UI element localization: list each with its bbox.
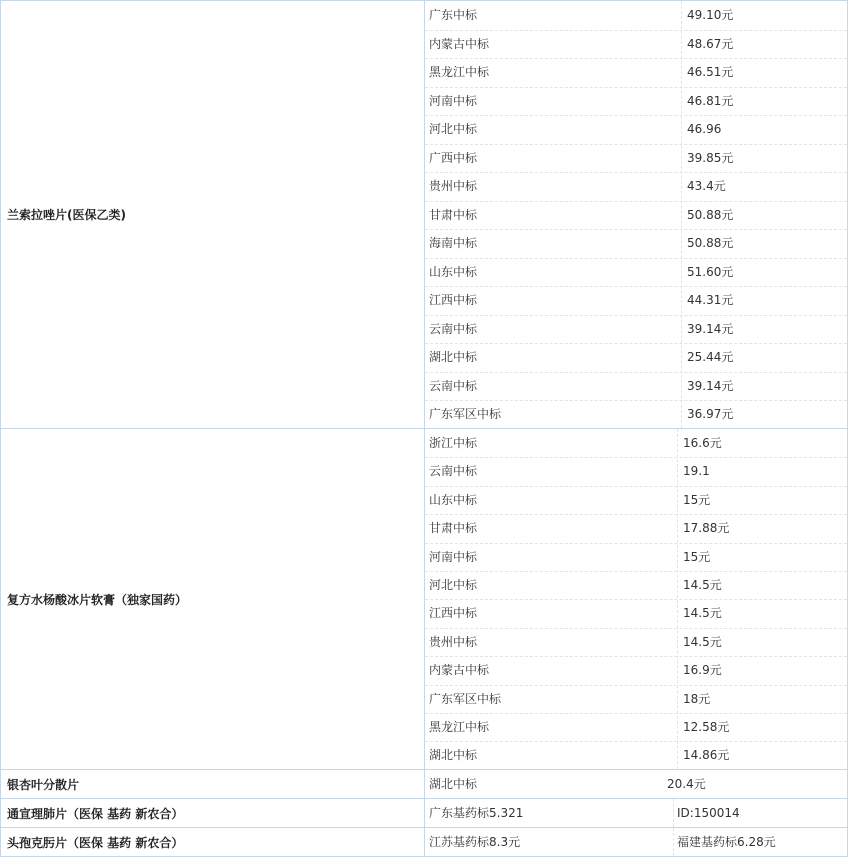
price-value: 16.6元 <box>683 436 722 450</box>
table-row <box>425 229 847 259</box>
drug-name: 复方水杨酸冰片软膏（独家国药） <box>1 429 425 769</box>
drug-block <box>0 0 848 429</box>
price-value: 16.9元 <box>683 663 722 678</box>
price-value: 44.31元 <box>687 293 734 307</box>
price-value: 12.58元 <box>683 720 730 734</box>
price-value: 14.5元 <box>683 634 722 649</box>
price-list <box>425 799 847 827</box>
table-row <box>425 799 847 827</box>
table-row <box>425 571 847 600</box>
region-label: 广西中标 <box>429 150 478 165</box>
region-label: 山东中标 <box>429 264 478 279</box>
price-value: 19.1 <box>683 464 710 479</box>
cell-divider <box>673 828 674 856</box>
drug-block <box>0 769 848 799</box>
drug-name: 银杏叶分散片 <box>1 770 425 798</box>
table-row <box>425 58 847 88</box>
table-row <box>425 30 847 60</box>
region-label: 河南中标 <box>429 549 478 564</box>
price-value: 14.5元 <box>683 606 722 621</box>
price-value: 36.97元 <box>687 407 734 421</box>
region-label: 湖北中标 <box>429 777 478 791</box>
price-value: ID:150014 <box>677 806 740 820</box>
table-row <box>425 372 847 402</box>
table-row <box>425 201 847 231</box>
price-value: 18元 <box>683 691 711 706</box>
table-row <box>425 486 847 515</box>
region-label: 河南中标 <box>429 93 478 108</box>
table-row <box>425 144 847 174</box>
table-row <box>425 172 847 202</box>
table-row <box>425 713 847 742</box>
table-row <box>425 628 847 657</box>
region-label: 云南中标 <box>429 321 478 336</box>
price-value: 39.14元 <box>687 321 734 336</box>
region-label: 浙江中标 <box>429 436 478 450</box>
price-value: 48.67元 <box>687 36 734 51</box>
region-label: 贵州中标 <box>429 634 478 649</box>
table-row <box>425 315 847 345</box>
region-label: 湖北中标 <box>429 748 478 763</box>
region-label: 甘肃中标 <box>429 521 478 536</box>
region-label: 黑龙江中标 <box>429 720 490 734</box>
table-row <box>425 400 847 429</box>
region-label: 甘肃中标 <box>429 207 478 222</box>
price-value: 39.85元 <box>687 150 734 165</box>
region-label: 河北中标 <box>429 578 478 592</box>
table-row <box>425 343 847 373</box>
drug-block <box>0 428 848 770</box>
price-value: 50.88元 <box>687 207 734 222</box>
region-label: 贵州中标 <box>429 179 478 193</box>
price-value: 39.14元 <box>687 378 734 393</box>
price-value: 43.4元 <box>687 179 726 193</box>
price-value: 51.60元 <box>687 264 734 279</box>
price-value: 福建基药标6.28元 <box>677 835 776 849</box>
table-row <box>425 115 847 145</box>
region-label: 河北中标 <box>429 122 478 136</box>
cell-divider <box>673 799 674 827</box>
region-label: 广东军区中标 <box>429 407 502 421</box>
region-label: 广东基药标5.321 <box>429 806 524 820</box>
price-list <box>425 828 847 856</box>
table-row <box>425 828 847 856</box>
drug-name: 头孢克肟片（医保 基药 新农合） <box>1 828 425 856</box>
table-row <box>425 1 847 31</box>
price-value: 46.81元 <box>687 93 734 108</box>
region-label: 内蒙古中标 <box>429 36 490 51</box>
drug-block <box>0 798 848 828</box>
table-row <box>425 685 847 714</box>
region-label: 云南中标 <box>429 378 478 393</box>
drug-name: 兰索拉唑片(医保乙类) <box>1 1 425 428</box>
drug-block <box>0 827 848 857</box>
table-row <box>425 656 847 685</box>
price-list <box>425 770 847 798</box>
price-value: 49.10元 <box>687 8 734 22</box>
table-row <box>425 286 847 316</box>
table-row <box>425 543 847 572</box>
table-row <box>425 741 847 769</box>
region-label: 内蒙古中标 <box>429 663 490 678</box>
region-label: 江西中标 <box>429 606 478 621</box>
price-value: 14.5元 <box>683 578 722 592</box>
price-value: 17.88元 <box>683 521 730 536</box>
region-label: 江苏基药标8.3元 <box>429 835 521 849</box>
region-label: 江西中标 <box>429 293 478 307</box>
region-label: 山东中标 <box>429 492 478 507</box>
region-label: 黑龙江中标 <box>429 65 490 79</box>
price-value: 14.86元 <box>683 748 730 763</box>
table-row <box>425 429 847 458</box>
price-value: 15元 <box>683 492 711 507</box>
table-row <box>425 514 847 543</box>
price-value: 25.44元 <box>687 350 734 364</box>
table-row <box>425 258 847 288</box>
price-value: 46.96 <box>687 122 722 136</box>
region-label: 湖北中标 <box>429 350 478 364</box>
region-label: 海南中标 <box>429 236 478 250</box>
table-row <box>425 770 847 798</box>
drug-name: 通宣理肺片（医保 基药 新农合） <box>1 799 425 827</box>
region-label: 广东军区中标 <box>429 691 502 706</box>
table-row <box>425 457 847 486</box>
table-row <box>425 599 847 628</box>
region-label: 广东中标 <box>429 8 478 22</box>
price-list <box>425 1 847 428</box>
region-label: 云南中标 <box>429 464 478 479</box>
price-value: 15元 <box>683 549 711 564</box>
price-value: 20.4元 <box>667 777 706 791</box>
price-value: 46.51元 <box>687 65 734 79</box>
price-list <box>425 429 847 769</box>
table-row <box>425 87 847 117</box>
price-value: 50.88元 <box>687 236 734 250</box>
